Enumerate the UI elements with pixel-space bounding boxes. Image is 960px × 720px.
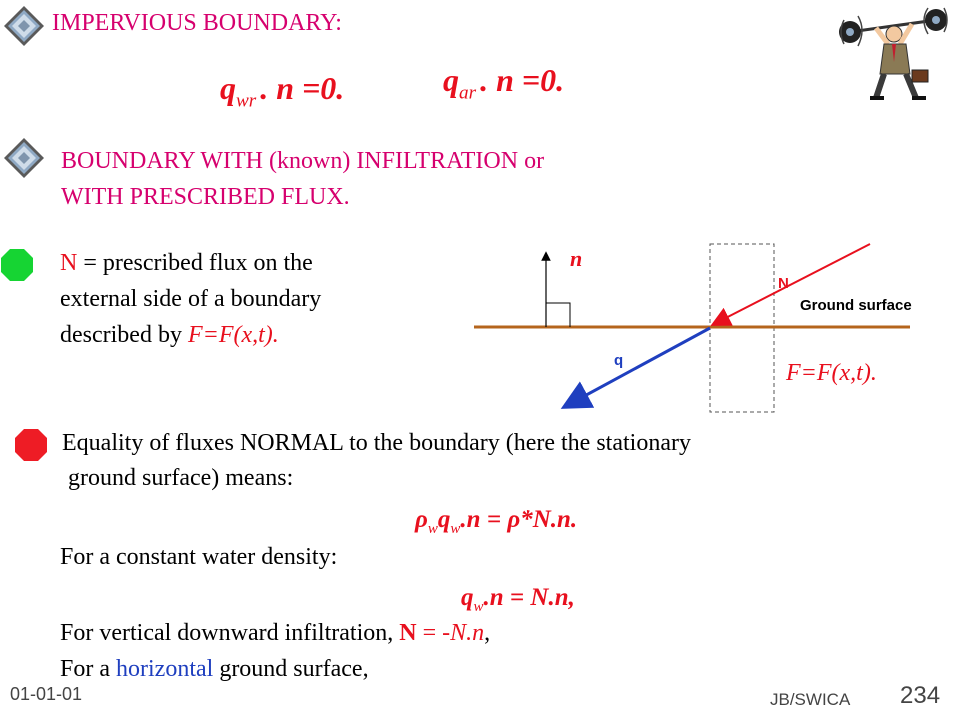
- flux-definition-line3: described by F=F(x,t).: [60, 322, 279, 348]
- infiltration-heading-line1: BOUNDARY WITH (known) INFILTRATION or: [61, 148, 545, 174]
- constant-density-equation: $q_w.n = N.n$,: [461, 584, 575, 615]
- flux-diagram: [470, 236, 920, 416]
- diamond-bullet-icon: [2, 4, 46, 48]
- diagram-q-label: q: [614, 352, 624, 369]
- flux-definition-line1: N = prescribed flux on the: [60, 250, 313, 276]
- diagram-N-label: N: [778, 275, 789, 292]
- footer-author: JB/SWICA: [770, 690, 851, 709]
- impervious-water-equation: $q_{wr}$ . n =0.: [220, 70, 345, 112]
- density-flux-equation: $\rho_wq_w.n = \rho*N.n$.: [415, 506, 578, 537]
- diagram-ground-surface-label: Ground surface: [800, 297, 912, 314]
- equality-line1: Equality of fluxes NORMAL to the boundary (here the stationary: [62, 430, 691, 456]
- red-octagon-bullet-icon: [14, 428, 48, 462]
- q-flux-arrow: [566, 328, 710, 406]
- footer-page-number: 234: [900, 682, 941, 709]
- impervious-air-equation: $q_{ar}$ . n =0.: [443, 62, 565, 104]
- equality-line2: ground surface) means:: [68, 465, 294, 491]
- vertical-infiltration-line: For vertical downward infiltration, N = -N.n,: [60, 620, 491, 646]
- weightlifter-clipart-icon: [836, 2, 954, 104]
- flux-definition-line2: external side of a boundary: [60, 286, 322, 312]
- diagram-n-label: n: [570, 246, 583, 271]
- footer-date: 01-01-01: [10, 684, 83, 704]
- right-angle-mark: [546, 303, 570, 327]
- diamond-bullet-icon: [2, 136, 46, 180]
- horizontal-surface-line: For a horizontal ground surface,: [60, 656, 369, 682]
- impervious-heading: IMPERVIOUS BOUNDARY:: [52, 10, 342, 36]
- green-octagon-bullet-icon: [0, 248, 34, 282]
- diagram-function-label: F=F(x,t).: [786, 360, 877, 386]
- constant-density-line: For a constant water density:: [60, 544, 338, 570]
- infiltration-heading-line2: WITH PRESCRIBED FLUX.: [61, 184, 350, 210]
